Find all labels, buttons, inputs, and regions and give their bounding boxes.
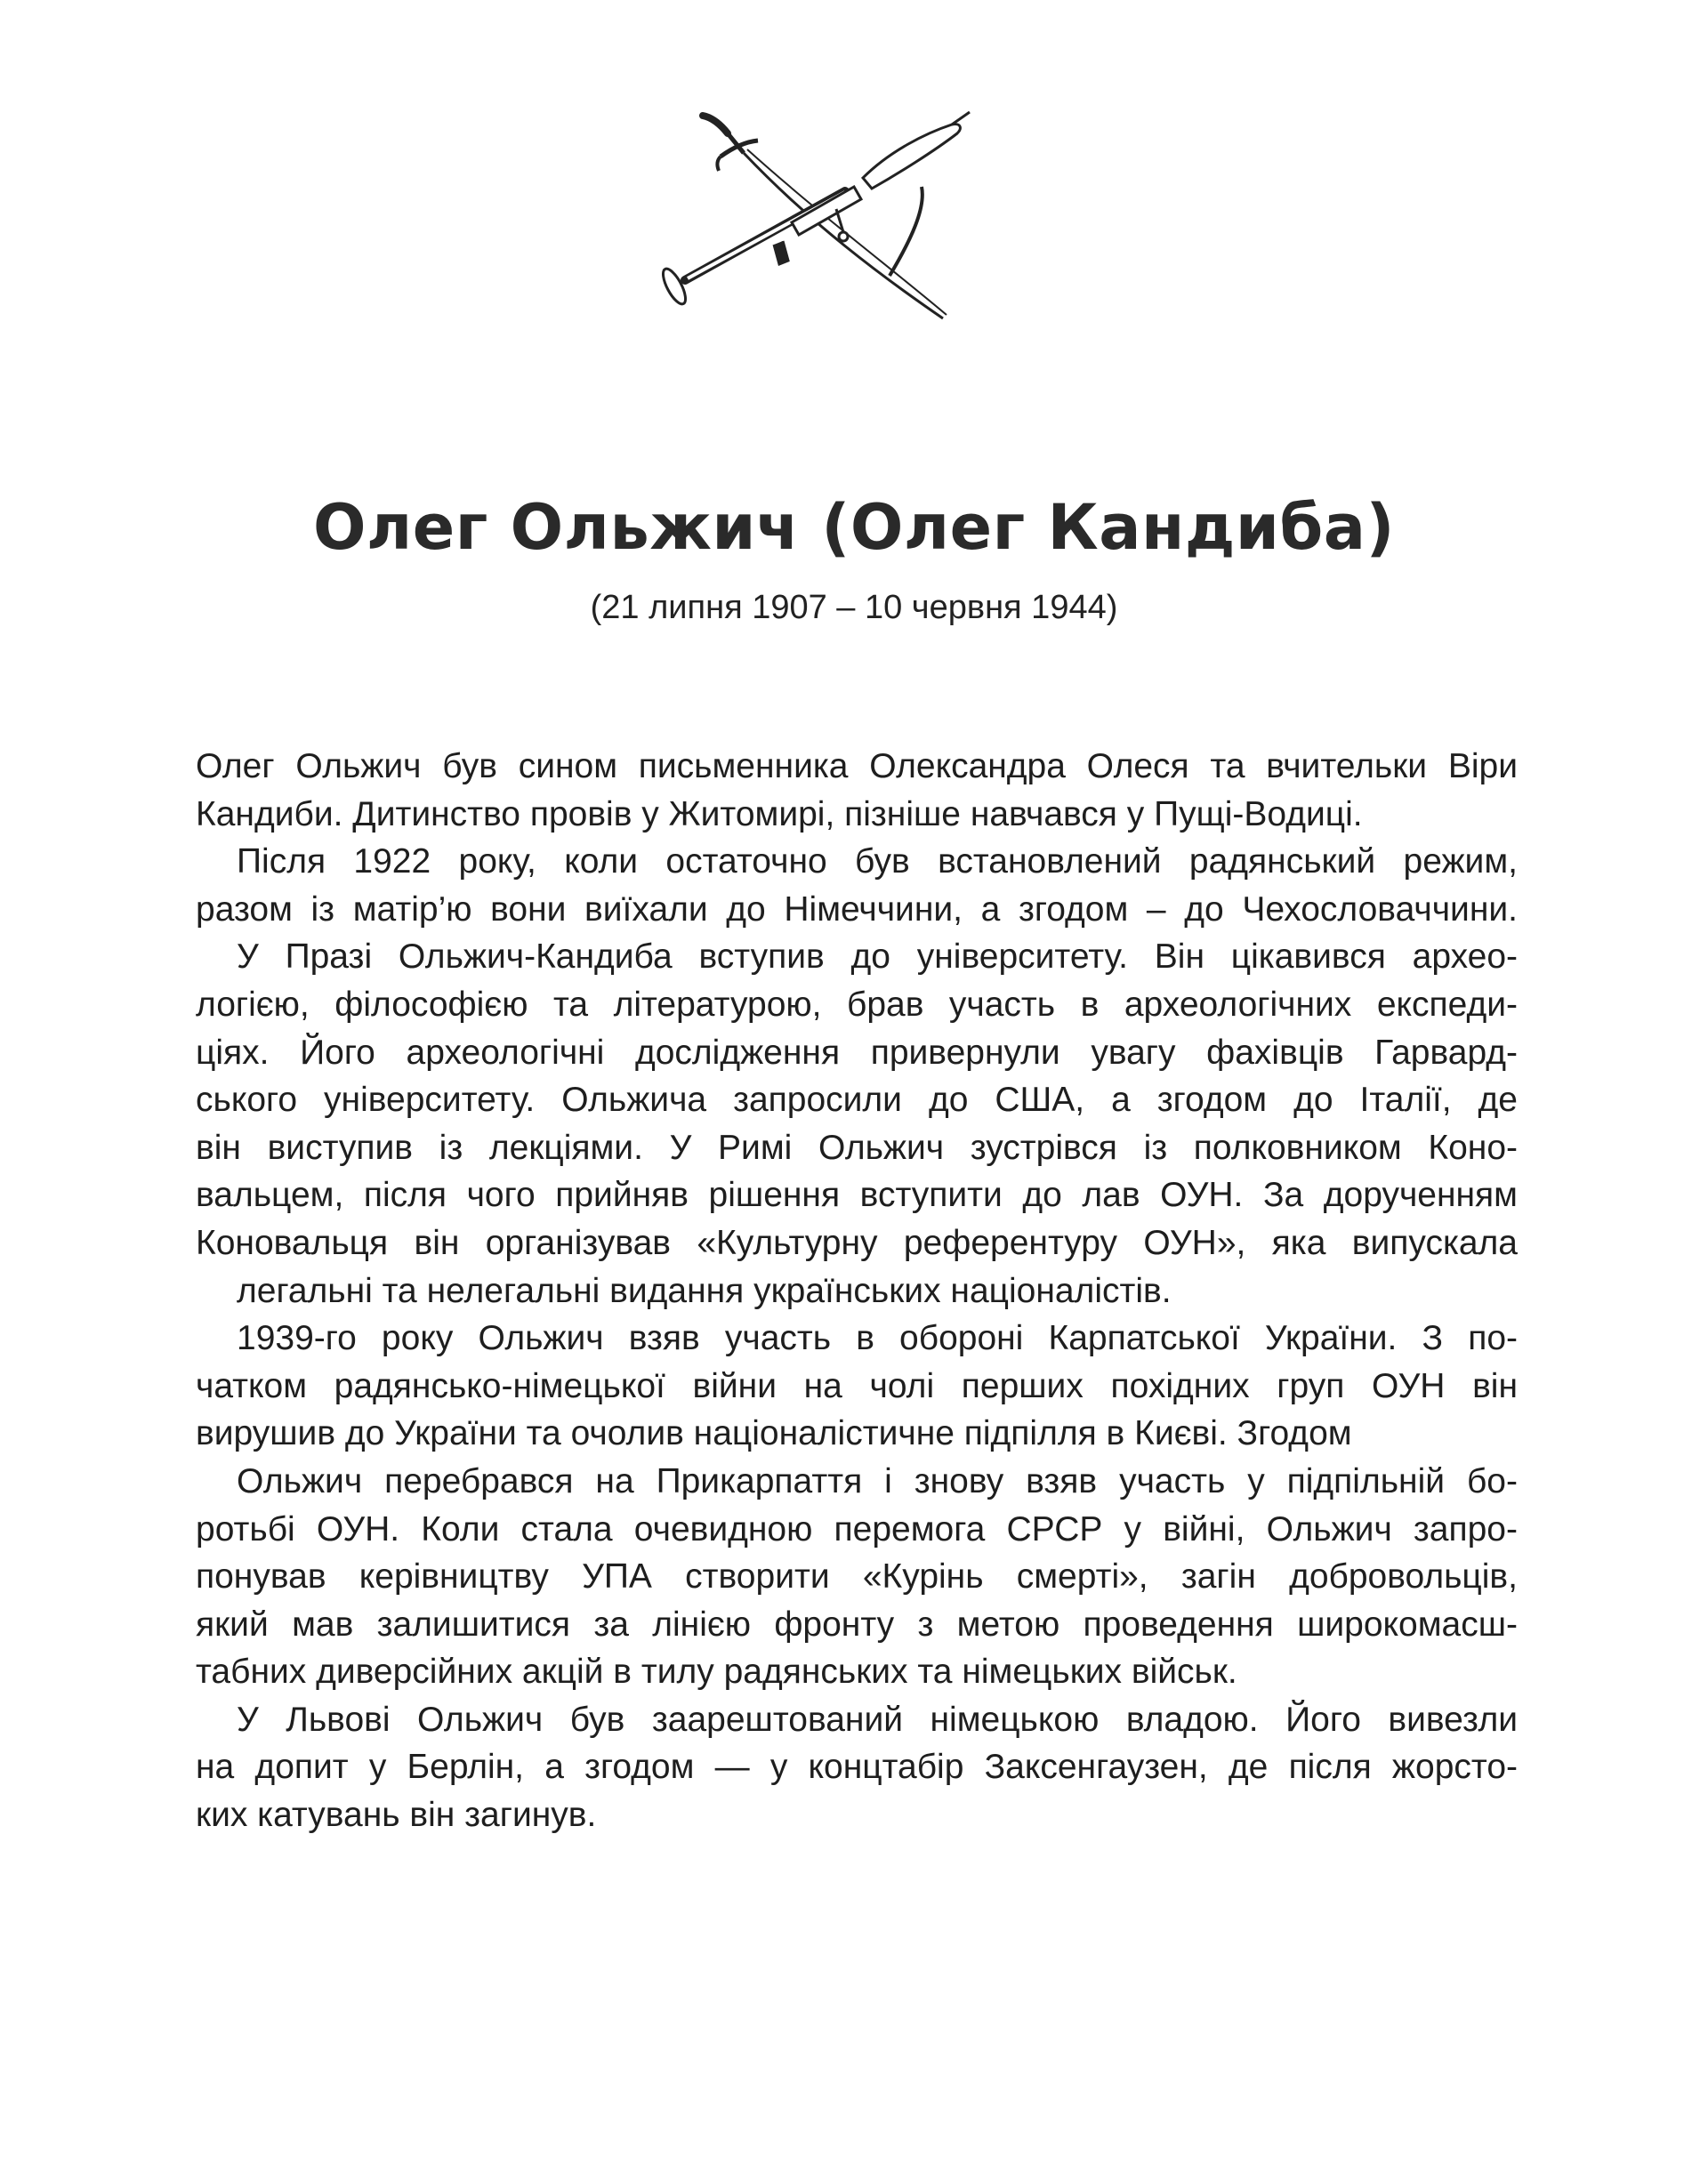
life-dates: (21 липня 1907 – 10 червня 1944) bbox=[590, 589, 1118, 626]
text-line: Ольжич перебрався на Прикарпаття і знову взяв участь у підпільній бо- bbox=[237, 1461, 1518, 1500]
text-line: табних диверсійних акцій в тилу радянських та німецьких військ. bbox=[196, 1653, 1237, 1692]
text-line: У Львові Ольжич був заарештований німецькою владою. Його вивезли bbox=[237, 1700, 1518, 1739]
text-line: ротьбі ОУН. Коли стала очевидною перемога СРСР у війні, Ольжич запро- bbox=[196, 1509, 1518, 1549]
crossed-saber-and-grenade-launcher-icon bbox=[658, 98, 1050, 347]
text-line: разом із матір’ю вони виїхали до Німеччини, а згодом – до Чехословаччини. bbox=[196, 889, 1518, 929]
biography-text bbox=[196, 743, 1518, 1839]
text-line: логією, філософією та літературою, брав участь в археологічних експеди- bbox=[196, 985, 1518, 1024]
text-line: ціях. Його археологічні дослідження привернули увагу фахівців Гарвард- bbox=[196, 1033, 1518, 1072]
text-line: Коновальця він організував «Культурну референтуру ОУН», яка випускала bbox=[196, 1223, 1518, 1262]
page-title: Олег Ольжич (Олег Кандиба) bbox=[312, 491, 1396, 564]
text-line: який мав залишитися за лінією фронту з метою проведення широкомасш- bbox=[196, 1605, 1518, 1644]
text-line: Кандиби. Дитинство провів у Житомирі, пізніше навчався у Пущі-Водиці. bbox=[196, 794, 1363, 833]
text-line: на допит у Берлін, а згодом — у концтабір Заксенгаузен, де після жорсто- bbox=[196, 1748, 1518, 1787]
text-line: 1939-го року Ольжич взяв участь в обороні Карпатської України. З по- bbox=[237, 1319, 1518, 1358]
text-line: Після 1922 року, коли остаточно був встановлений радянський режим, bbox=[237, 842, 1518, 881]
text-line: легальні та нелегальні видання українських націоналістів. bbox=[237, 1271, 1172, 1310]
text-line: У Празі Ольжич-Кандиба вступив до університету. Він цікавився архео- bbox=[237, 937, 1518, 977]
text-line: вирушив до України та очолив націоналістичне підпілля в Києві. Згодом bbox=[196, 1414, 1352, 1453]
text-line: Олег Ольжич був сином письменника Олександра Олеся та вчительки Віри bbox=[196, 747, 1518, 785]
text-line: чатком радянсько-німецької війни на чолі перших похідних груп ОУН він bbox=[196, 1366, 1518, 1405]
text-line: ких катувань він загинув. bbox=[196, 1796, 597, 1835]
text-line: він виступив із лекціями. У Римі Ольжич зустрівся із полковником Коно- bbox=[196, 1128, 1518, 1167]
text-line: вальцем, після чого прийняв рішення вступити до лав ОУН. За дорученням bbox=[196, 1176, 1518, 1215]
text-line: понував керівництву УПА створити «Курінь смерті», загін добровольців, bbox=[196, 1557, 1518, 1597]
text-line: ського університету. Ольжича запросили до США, а згодом до Італії, де bbox=[196, 1081, 1518, 1120]
